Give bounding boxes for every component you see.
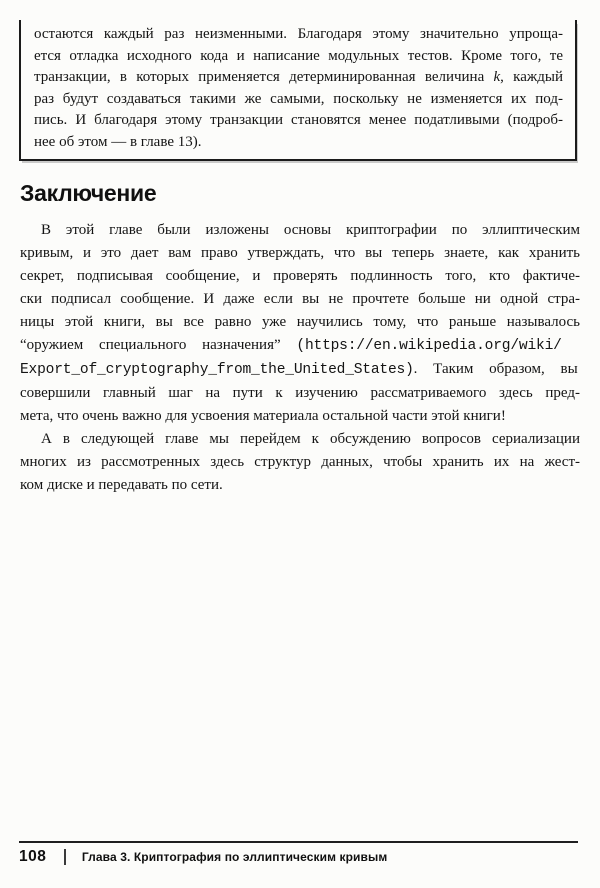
text-line [20, 382, 580, 405]
page-number: 108 [19, 848, 47, 865]
text-segment: пись. И благодаря этому транзакции становятся менее податливыми (подроб- [34, 112, 563, 128]
text-segment: ски подписал сообщение. И даже если вы не прочтете больше ни одной стра- [20, 291, 580, 307]
text-line [20, 358, 580, 382]
text-line [20, 428, 580, 451]
text-line [34, 132, 563, 154]
page-content [20, 160, 580, 497]
text-segment: совершили главный шаг на пути к изучению рассматриваемого здесь пред- [20, 385, 580, 401]
body-paragraph [20, 428, 580, 497]
text-segment: остаются каждый раз неизменными. Благодаря этому значительно упроща- [34, 26, 563, 42]
math-variable: k [493, 69, 501, 85]
text-line [20, 288, 580, 311]
text-line [20, 265, 580, 288]
continuation-note-box [19, 20, 577, 161]
text-line [20, 242, 580, 265]
text-segment: мета, что очень важно для усвоения материала остальной части этой книги! [20, 408, 506, 424]
text-segment: ницы этой книги, вы все равно уже научились тому, что раньше называлось [20, 314, 580, 330]
text-segment: ком диске и передавать по сети. [20, 477, 223, 493]
text-line [34, 89, 563, 111]
body-paragraph [20, 219, 580, 428]
text-line [20, 474, 580, 497]
page-footer [19, 841, 578, 866]
url-text: (https://en.wikipedia.org/wiki/ [296, 338, 562, 354]
text-line [34, 67, 563, 89]
chapter-title: Глава 3. Криптография по эллиптическим кривым [81, 850, 388, 864]
text-line [34, 24, 563, 46]
text-segment: В этой главе были изложены основы криптографии по эллиптическим [41, 222, 580, 238]
text-segment: . Таким образом, вы [413, 361, 578, 377]
text-segment: многих из рассмотренных здесь структур данных, чтобы хранить их на жест- [20, 454, 580, 470]
text-segment: транзакции, в которых применяется детерминированная величина [34, 69, 494, 85]
text-segment: “оружием специального назначения” [20, 337, 297, 353]
text-segment: раз будут создаваться такими же самыми, поскольку не изменяется их под- [34, 90, 563, 107]
url-text: Export_of_cryptography_from_the_United_States) [20, 362, 414, 378]
section-heading: Заключение [20, 180, 157, 206]
text-line [20, 334, 580, 358]
text-segment: ется отладка исходного кода и написание модульных тестов. Кроме того, те [34, 47, 563, 64]
text-segment: секрет, подписывая сообщение, и проверять подлинность того, кто фактиче- [20, 268, 580, 284]
text-segment: нее об этом — в главе 13). [34, 133, 202, 150]
text-line [20, 311, 580, 334]
text-line [20, 219, 580, 242]
text-line [20, 451, 580, 474]
text-line [20, 405, 580, 428]
text-segment: кривым, и это дает вам право утверждать, что вы теперь знаете, как хранить [20, 245, 580, 261]
text-segment: , каждый [500, 69, 563, 85]
text-line [34, 110, 563, 132]
text-segment: А в следующей главе мы перейдем к обсуждению вопросов сериализации [41, 431, 580, 447]
text-line [34, 46, 563, 68]
footer-divider [64, 849, 66, 865]
